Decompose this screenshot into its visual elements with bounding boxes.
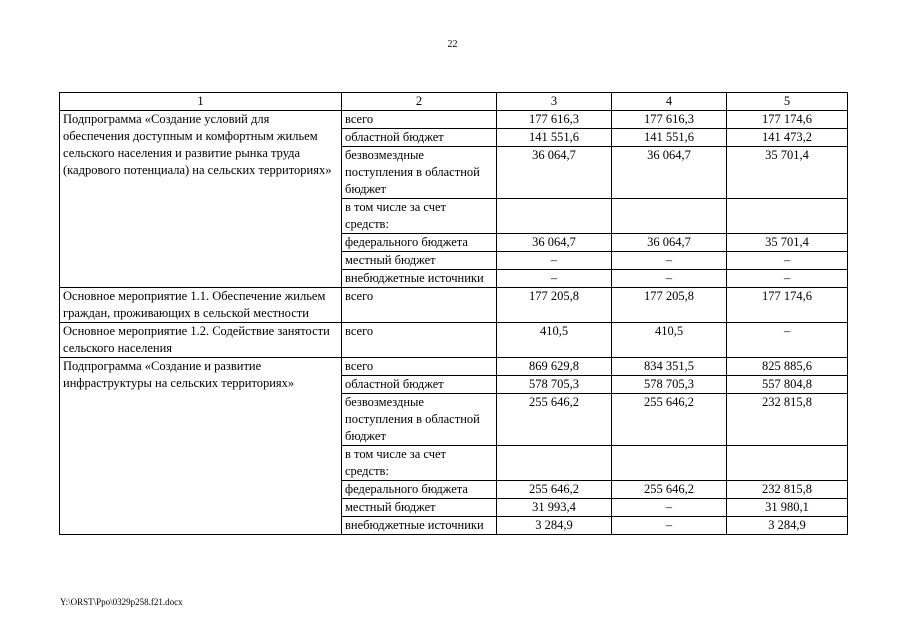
value-cell-col5: – [727, 252, 848, 270]
value-cell-col3: – [497, 270, 612, 288]
value-cell-col3: 141 551,6 [497, 129, 612, 147]
table-header-row [60, 93, 848, 111]
value-cell-col5: 3 284,9 [727, 517, 848, 535]
column-header: 5 [727, 93, 848, 111]
program-name-cell: Подпрограмма «Создание и развитие инфраструктуры на сельских территориях» [60, 358, 342, 535]
value-cell-col3: 177 616,3 [497, 111, 612, 129]
value-cell-col5 [727, 446, 848, 481]
column-header: 1 [60, 93, 342, 111]
funding-source-cell: областной бюджет [342, 129, 497, 147]
value-cell-col3: 36 064,7 [497, 147, 612, 199]
value-cell-col3: 578 705,3 [497, 376, 612, 394]
value-cell-col4: 410,5 [612, 323, 727, 358]
value-cell-col3: 31 993,4 [497, 499, 612, 517]
value-cell-col3: 3 284,9 [497, 517, 612, 535]
footer-file-path: Y:\ORST\Ppo\0329p258.f21.docx [60, 597, 183, 607]
table-body [60, 111, 848, 535]
value-cell-col3: 410,5 [497, 323, 612, 358]
value-cell-col4: 177 205,8 [612, 288, 727, 323]
funding-source-cell: всего [342, 288, 497, 323]
value-cell-col5: – [727, 323, 848, 358]
value-cell-col4: – [612, 252, 727, 270]
value-cell-col4: 177 616,3 [612, 111, 727, 129]
value-cell-col3: 177 205,8 [497, 288, 612, 323]
column-header: 2 [342, 93, 497, 111]
program-name-cell: Основное мероприятие 1.1. Обеспечение жильем граждан, проживающих в сельской местности [60, 288, 342, 323]
value-cell-col5: – [727, 270, 848, 288]
funding-source-cell: федерального бюджета [342, 481, 497, 499]
value-cell-col4 [612, 446, 727, 481]
column-header: 3 [497, 93, 612, 111]
value-cell-col5: 232 815,8 [727, 394, 848, 446]
value-cell-col5: 557 804,8 [727, 376, 848, 394]
funding-source-cell: всего [342, 323, 497, 358]
value-cell-col3: – [497, 252, 612, 270]
table-row [60, 323, 848, 358]
table-row [60, 111, 848, 129]
value-cell-col4: 578 705,3 [612, 376, 727, 394]
funding-source-cell: в том числе за счет средств: [342, 446, 497, 481]
value-cell-col3: 255 646,2 [497, 481, 612, 499]
value-cell-col3: 255 646,2 [497, 394, 612, 446]
value-cell-col5: 31 980,1 [727, 499, 848, 517]
program-name-cell: Основное мероприятие 1.2. Содействие занятости сельского населения [60, 323, 342, 358]
value-cell-col4: 141 551,6 [612, 129, 727, 147]
funding-source-cell: местный бюджет [342, 499, 497, 517]
column-header: 4 [612, 93, 727, 111]
table-row [60, 288, 848, 323]
funding-source-cell: безвозмездные поступления в областной бюджет [342, 394, 497, 446]
value-cell-col5: 141 473,2 [727, 129, 848, 147]
program-name-cell: Подпрограмма «Создание условий для обеспечения доступным и комфортным жильем сельского населения и развитие рынка труда (кадрового потенциала) на сельских территориях» [60, 111, 342, 288]
funding-source-cell: безвозмездные поступления в областной бюджет [342, 147, 497, 199]
value-cell-col5: 35 701,4 [727, 147, 848, 199]
budget-table [59, 92, 848, 535]
funding-source-cell: внебюджетные источники [342, 517, 497, 535]
value-cell-col4: 255 646,2 [612, 481, 727, 499]
value-cell-col5: 177 174,6 [727, 111, 848, 129]
value-cell-col4: 36 064,7 [612, 147, 727, 199]
value-cell-col4: 255 646,2 [612, 394, 727, 446]
value-cell-col5: 232 815,8 [727, 481, 848, 499]
value-cell-col3 [497, 199, 612, 234]
value-cell-col4: – [612, 499, 727, 517]
value-cell-col4 [612, 199, 727, 234]
table-row [60, 358, 848, 376]
value-cell-col3 [497, 446, 612, 481]
page-number: 22 [447, 39, 458, 50]
value-cell-col5: 177 174,6 [727, 288, 848, 323]
value-cell-col3: 36 064,7 [497, 234, 612, 252]
funding-source-cell: всего [342, 111, 497, 129]
funding-source-cell: всего [342, 358, 497, 376]
value-cell-col4: – [612, 517, 727, 535]
value-cell-col4: 834 351,5 [612, 358, 727, 376]
value-cell-col5: 35 701,4 [727, 234, 848, 252]
value-cell-col3: 869 629,8 [497, 358, 612, 376]
funding-source-cell: внебюджетные источники [342, 270, 497, 288]
funding-source-cell: федерального бюджета [342, 234, 497, 252]
value-cell-col5: 825 885,6 [727, 358, 848, 376]
value-cell-col4: – [612, 270, 727, 288]
value-cell-col4: 36 064,7 [612, 234, 727, 252]
funding-source-cell: областной бюджет [342, 376, 497, 394]
value-cell-col5 [727, 199, 848, 234]
funding-source-cell: местный бюджет [342, 252, 497, 270]
funding-source-cell: в том числе за счет средств: [342, 199, 497, 234]
